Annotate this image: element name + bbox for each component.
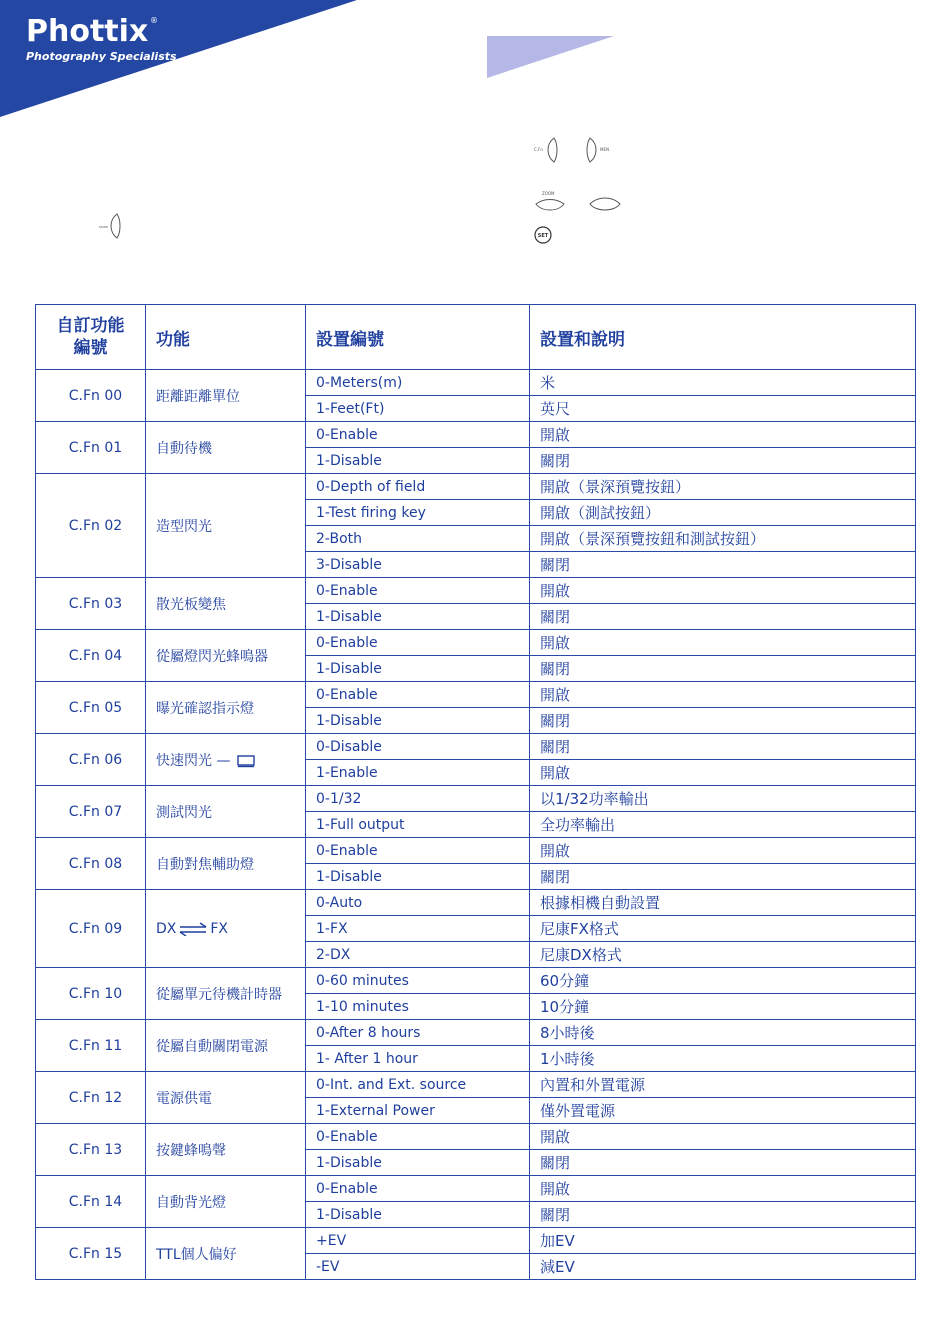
table-row: [36, 630, 916, 656]
fn-code: C.Fn 00: [36, 370, 146, 422]
setting-description: 根據相機自動設置: [530, 890, 916, 916]
fn-name-text: 測試閃光: [156, 804, 212, 821]
svg-text:MEN: MEN: [600, 147, 609, 152]
setting-number: 0-Meters(m): [306, 370, 530, 396]
setting-description: 開啟（測試按鈕）: [530, 500, 916, 526]
fn-code: C.Fn 07: [36, 786, 146, 838]
fn-code: C.Fn 08: [36, 838, 146, 890]
setting-number: 0-Enable: [306, 682, 530, 708]
svg-text:C.Fn: C.Fn: [534, 147, 543, 152]
setting-description: 8小時後: [530, 1020, 916, 1046]
fn-code: C.Fn 13: [36, 1124, 146, 1176]
setting-description: 關閉: [530, 1202, 916, 1228]
setting-description: 僅外置電源: [530, 1098, 916, 1124]
setting-number: 0-Enable: [306, 838, 530, 864]
setting-number: 1-Disable: [306, 656, 530, 682]
setting-number: 1-External Power: [306, 1098, 530, 1124]
setting-number: 1-Enable: [306, 760, 530, 786]
setting-description: 開啟: [530, 760, 916, 786]
setting-number: 0-Int. and Ext. source: [306, 1072, 530, 1098]
fn-name: [146, 1072, 306, 1124]
setting-description: 開啟: [530, 682, 916, 708]
accent-triangle: [487, 36, 614, 78]
setting-number: 0-Enable: [306, 630, 530, 656]
setting-description: 關閉: [530, 552, 916, 578]
table-row: [36, 890, 916, 916]
fn-name-text: TTL個人偏好: [156, 1246, 237, 1263]
fn-name: [146, 630, 306, 682]
table-row: [36, 474, 916, 500]
fn-name: [146, 422, 306, 474]
header-function: 功能: [146, 305, 306, 370]
custom-function-table: [35, 304, 916, 1280]
fn-code: C.Fn 03: [36, 578, 146, 630]
fn-name-text: 散光板變焦: [156, 596, 226, 613]
setting-number: 0-Enable: [306, 578, 530, 604]
header-setting-number: 設置編號: [306, 305, 530, 370]
fn-code: C.Fn 12: [36, 1072, 146, 1124]
setting-number: 1-10 minutes: [306, 994, 530, 1020]
fn-code: C.Fn 05: [36, 682, 146, 734]
setting-description: 關閉: [530, 448, 916, 474]
setting-number: 0-Enable: [306, 1124, 530, 1150]
fn-name-text: 從屬自動關閉電源: [156, 1038, 268, 1055]
fn-code: C.Fn 04: [36, 630, 146, 682]
svg-text:MODE: MODE: [99, 225, 109, 229]
setting-number: 1- After 1 hour: [306, 1046, 530, 1072]
fn-name-text: 自動對焦輔助燈: [156, 856, 254, 873]
setting-description: 米: [530, 370, 916, 396]
fn-name: [146, 1124, 306, 1176]
setting-description: 關閉: [530, 734, 916, 760]
fn-name-text: 距離距離單位: [156, 388, 240, 405]
setting-number: 1-Disable: [306, 864, 530, 890]
setting-number: 0-Auto: [306, 890, 530, 916]
header-setting-description: 設置和說明: [530, 305, 916, 370]
setting-number: 2-DX: [306, 942, 530, 968]
setting-number: 1-Disable: [306, 1150, 530, 1176]
fn-name: [146, 786, 306, 838]
setting-description: 關閉: [530, 656, 916, 682]
setting-number: 0-Enable: [306, 1176, 530, 1202]
registered-mark: ®: [150, 16, 158, 25]
setting-description: 內置和外置電源: [530, 1072, 916, 1098]
fn-name: [146, 890, 306, 968]
switch-arrows-icon: [178, 922, 208, 936]
fn-name-text: 快速閃光 —: [156, 752, 231, 769]
setting-description: 60分鐘: [530, 968, 916, 994]
fn-name-text: 從屬單元待機計時器: [156, 986, 282, 1003]
fn-name-text: 電源供電: [156, 1090, 212, 1107]
table-row: [36, 1020, 916, 1046]
setting-number: 1-Test firing key: [306, 500, 530, 526]
setting-description: 10分鐘: [530, 994, 916, 1020]
setting-number: 1-Disable: [306, 708, 530, 734]
setting-description: 加EV: [530, 1228, 916, 1254]
setting-description: 全功率輸出: [530, 812, 916, 838]
fn-code: C.Fn 02: [36, 474, 146, 578]
fx-label: FX: [210, 920, 229, 937]
fn-name-text: 造型閃光: [156, 518, 212, 535]
fn-name-text: 從屬燈閃光蜂鳴器: [156, 648, 268, 665]
fn-name-text: 自動背光燈: [156, 1194, 226, 1211]
fn-name: [146, 370, 306, 422]
setting-number: 0-Enable: [306, 422, 530, 448]
setting-description: 關閉: [530, 864, 916, 890]
setting-number: 0-1/32: [306, 786, 530, 812]
fn-code: C.Fn 11: [36, 1020, 146, 1072]
dx-fx-label: [156, 921, 228, 937]
fn-name: [146, 734, 306, 786]
setting-number: 2-Both: [306, 526, 530, 552]
setting-description: 以1/32功率輸出: [530, 786, 916, 812]
brand-logo: Phottix: [26, 14, 149, 49]
fn-menu-buttons-icon: [532, 135, 622, 165]
table-row: [36, 838, 916, 864]
set-button-icon: [533, 225, 553, 245]
table-row: [36, 1228, 916, 1254]
table-row: [36, 734, 916, 760]
setting-number: 1-Full output: [306, 812, 530, 838]
fn-code: C.Fn 09: [36, 890, 146, 968]
table-row: [36, 422, 916, 448]
quick-flash-icon: [236, 754, 258, 768]
fn-name: [146, 1020, 306, 1072]
fn-name-text: 按鍵蜂鳴聲: [156, 1142, 226, 1159]
setting-number: 0-Disable: [306, 734, 530, 760]
fn-name: [146, 968, 306, 1020]
setting-description: 關閉: [530, 708, 916, 734]
svg-text:SET: SET: [537, 233, 549, 239]
setting-description: 英尺: [530, 396, 916, 422]
setting-description: 開啟: [530, 422, 916, 448]
setting-number: 1-Feet(Ft): [306, 396, 530, 422]
dx-label: DX: [156, 920, 177, 937]
table-row: [36, 1124, 916, 1150]
setting-number: 3-Disable: [306, 552, 530, 578]
table-row: [36, 370, 916, 396]
setting-number: 0-60 minutes: [306, 968, 530, 994]
setting-description: 關閉: [530, 604, 916, 630]
setting-description: 尼康DX格式: [530, 942, 916, 968]
fn-code: C.Fn 14: [36, 1176, 146, 1228]
fn-code: C.Fn 15: [36, 1228, 146, 1280]
fn-name: [146, 838, 306, 890]
mode-button-icon: [95, 210, 135, 242]
setting-number: +EV: [306, 1228, 530, 1254]
setting-description: 1小時後: [530, 1046, 916, 1072]
fn-name: [146, 578, 306, 630]
setting-description: 開啟（景深預覽按鈕和測試按鈕）: [530, 526, 916, 552]
table-header-row: [36, 305, 916, 370]
setting-number: 1-FX: [306, 916, 530, 942]
table-row: [36, 786, 916, 812]
brand-tagline: Photography Specialists: [26, 50, 177, 63]
setting-description: 開啟: [530, 838, 916, 864]
setting-number: -EV: [306, 1254, 530, 1280]
table-row: [36, 578, 916, 604]
fn-code: C.Fn 06: [36, 734, 146, 786]
fn-code: C.Fn 01: [36, 422, 146, 474]
setting-description: 開啟: [530, 630, 916, 656]
svg-text:ZOOM: ZOOM: [542, 191, 555, 196]
zoom-buttons-icon: [534, 188, 629, 220]
fn-code: C.Fn 10: [36, 968, 146, 1020]
setting-description: 尼康FX格式: [530, 916, 916, 942]
table-row: [36, 1072, 916, 1098]
setting-number: 1-Disable: [306, 1202, 530, 1228]
fn-name: [146, 474, 306, 578]
table-row: [36, 968, 916, 994]
setting-description: 關閉: [530, 1150, 916, 1176]
fn-name: [146, 682, 306, 734]
setting-description: 減EV: [530, 1254, 916, 1280]
setting-description: 開啟: [530, 578, 916, 604]
setting-description: 開啟: [530, 1124, 916, 1150]
fn-name: [146, 1176, 306, 1228]
fn-name-text: 自動待機: [156, 440, 212, 457]
setting-description: 開啟: [530, 1176, 916, 1202]
setting-number: 0-Depth of field: [306, 474, 530, 500]
setting-number: 0-After 8 hours: [306, 1020, 530, 1046]
header-fn-number: 自訂功能 編號: [36, 305, 146, 370]
table-row: [36, 1176, 916, 1202]
fn-name-text: 曝光確認指示燈: [156, 700, 254, 717]
setting-description: 開啟（景深預覽按鈕）: [530, 474, 916, 500]
setting-number: 1-Disable: [306, 604, 530, 630]
setting-number: 1-Disable: [306, 448, 530, 474]
fn-name: [146, 1228, 306, 1280]
table-row: [36, 682, 916, 708]
